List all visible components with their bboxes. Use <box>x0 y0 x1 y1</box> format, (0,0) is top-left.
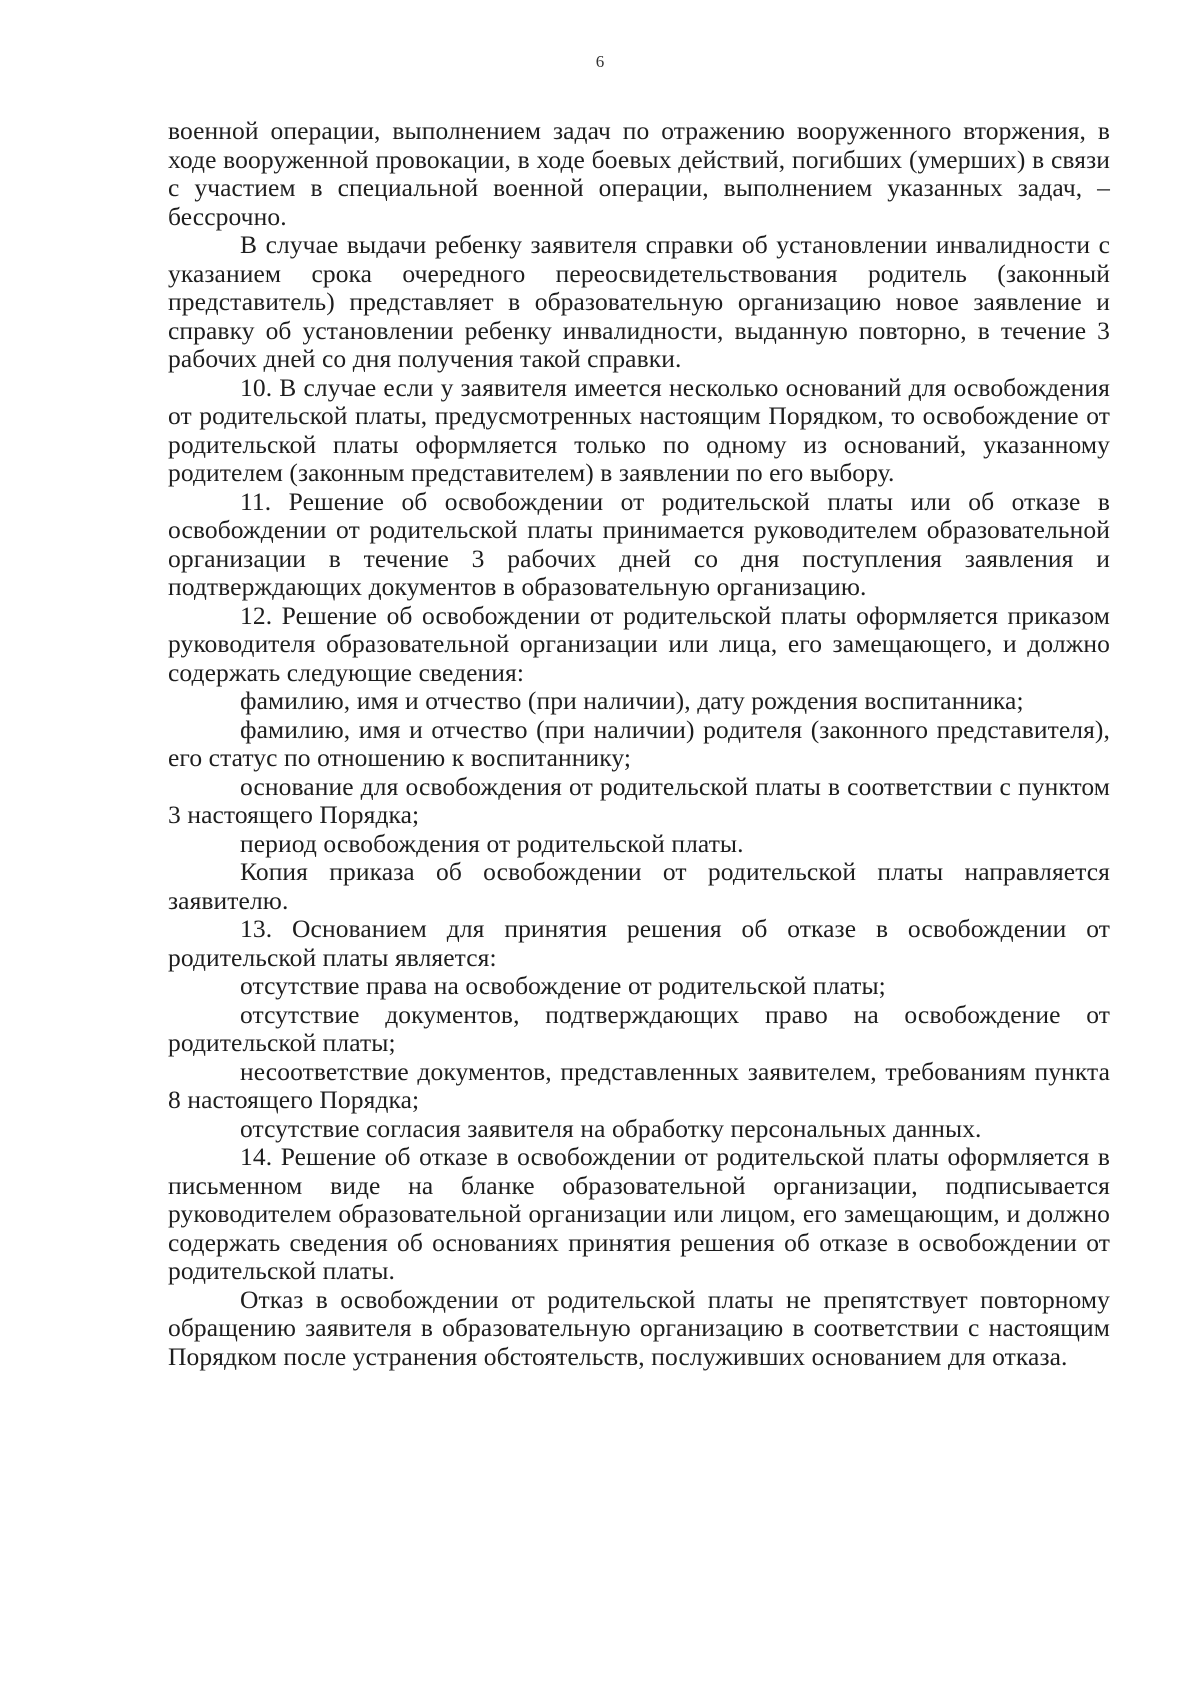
paragraph-4: 11. Решение об освобождении от родительской платы или об отказе в освобождении от родительской платы принимается руководителем образовательной организации в течение 3 рабочих дней со дня поступления заявления и подтверждающих документов в образовательную организацию. <box>168 486 1110 601</box>
paragraph-14: несоответствие документов, представленных заявителем, требованиям пункта 8 настоящего Порядка; <box>168 1056 1110 1114</box>
paragraph-3: 10. В случае если у заявителя имеется несколько оснований для освобождения от родительской платы, предусмотренных настоящим Порядком, то освобождение от родительской платы оформляется только по одному из оснований, указанному родителем (законным представителем) в заявлении по его выбору. <box>168 372 1110 487</box>
paragraph-2: В случае выдачи ребенку заявителя справки об установлении инвалидности с указанием срока очередного переосвидетельствования родитель (законный представитель) представляет в образовательную организацию новое заявление и справку об установлении ребенку инвалидности, выданную повторно, в течение 3 рабочих дней со дня получения такой справки. <box>168 230 1110 373</box>
paragraph-12: отсутствие права на освобождение от родительской платы; <box>240 971 886 1000</box>
paragraph-16: 14. Решение об отказе в освобождении от родительской платы оформляется в письменном виде на бланке образовательной организации, подписывается руководителем образовательной организации или лицом, его замещающим, и должно содержать сведения об основаниях принятия решения об отказе в освобождении от родительской платы. <box>168 1142 1110 1285</box>
paragraph-15: отсутствие согласия заявителя на обработку персональных данных. <box>240 1113 982 1143</box>
paragraph-9: период освобождения от родительской платы. <box>240 828 744 858</box>
paragraph-10: Копия приказа об освобождении от родительской платы направляется заявителю. <box>168 857 1110 915</box>
paragraph-1: военной операции, выполнением задач по отражению вооруженного вторжения, в ходе вооруженной провокации, в ходе боевых действий, погибших (умерших) в связи с участием в специальной военной операции, выполнением указанных задач, – бессрочно. <box>168 116 1110 231</box>
paragraph-17: Отказ в освобождении от родительской платы не препятствует повторному обращению заявителя в образовательную организацию в соответствии с настоящим Порядком после устранения обстоятельств, послуживших основанием для отказа. <box>168 1284 1110 1371</box>
paragraph-13: отсутствие документов, подтверждающих право на освобождение от родительской платы; <box>168 999 1110 1057</box>
paragraph-8: основание для освобождения от родительской платы в соответствии с пунктом 3 настоящего Порядка; <box>168 771 1110 829</box>
paragraph-6: фамилию, имя и отчество (при наличии), дату рождения воспитанника; <box>240 686 1024 715</box>
paragraph-5: 12. Решение об освобождении от родительской платы оформляется приказом руководителя образовательной организации или лица, его замещающего, и должно содержать следующие сведения: <box>168 600 1110 687</box>
page-number: 6 <box>595 52 605 71</box>
document-body <box>168 117 1110 1371</box>
paragraph-11: 13. Основанием для принятия решения об отказе в освобождении от родительской платы является: <box>168 914 1110 972</box>
paragraph-7: фамилию, имя и отчество (при наличии) родителя (законного представителя), его статус по отношению к воспитаннику; <box>168 714 1110 772</box>
